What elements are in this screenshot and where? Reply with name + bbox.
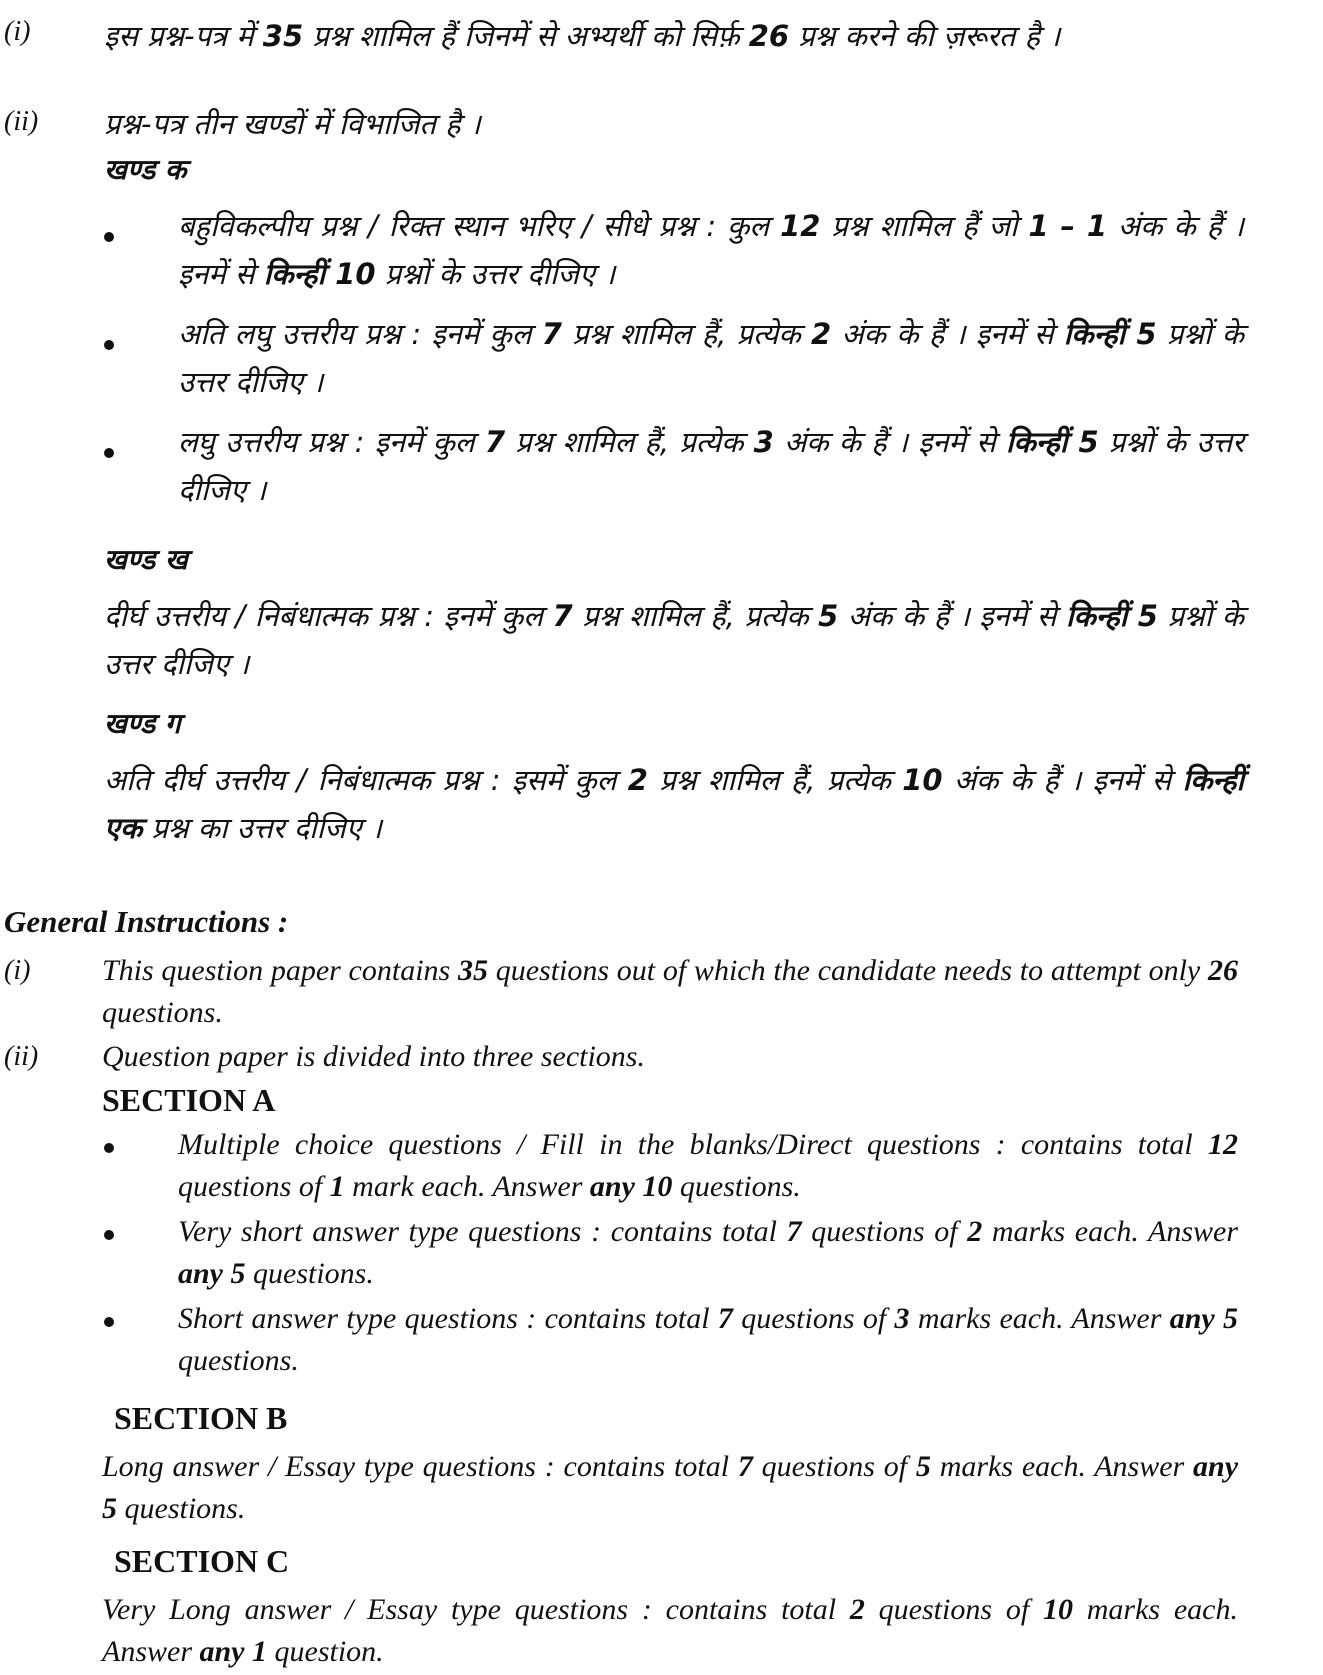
hindi-item-number: (i): [4, 16, 31, 47]
hindi-section-a-heading: खण्ड क: [104, 153, 187, 186]
english-item-number: (ii): [4, 1041, 39, 1072]
english-section-c-heading: SECTION C: [114, 1543, 290, 1579]
bullet-icon: [104, 1143, 114, 1153]
hindi-section-a-bullet-2: अति लघु उत्तरीय प्रश्न : इनमें कुल 7 प्रश्न शामिल हैं, प्रत्येक 2 अंक के हैं । इनमें से किन्हीं 5 प्रश्नों के उत्तर दीजिए ।: [178, 317, 1244, 399]
english-item-number: (i): [4, 955, 31, 986]
hindi-section-c-heading: खण्ड ग: [104, 707, 181, 740]
hindi-instruction-i: इस प्रश्न-पत्र में 35 प्रश्न शामिल हैं जिनमें से अभ्यर्थी को सिर्फ़ 26 प्रश्न करने की ज़रूरत है ।: [104, 19, 1061, 53]
bullet-icon: [104, 232, 114, 242]
english-section-b-text: Long answer / Essay type questions : contains total 7 questions of 5 marks each. Answer any 5 questions.: [102, 1450, 1239, 1525]
english-section-a-bullet-3: Short answer type questions : contains total 7 questions of 3 marks each. Answer any 5 questions.: [178, 1302, 1239, 1377]
bullet-icon: [104, 448, 114, 458]
english-instruction-i: This question paper contains 35 questions out of which the candidate needs to attempt only 26 questions.: [102, 954, 1238, 1029]
general-instructions-title: General Instructions :: [4, 904, 289, 939]
english-section-a-heading: SECTION A: [102, 1082, 276, 1118]
bullet-icon: [104, 340, 114, 350]
bullet-icon: [104, 1317, 114, 1327]
hindi-section-c-text: अति दीर्घ उत्तरीय / निबंधात्मक प्रश्न : इसमें कुल 2 प्रश्न शामिल हैं, प्रत्येक 10 अंक के हैं । इनमें से किन्हीं एक प्रश्न का उत्तर दीजिए ।: [104, 763, 1244, 845]
english-instruction-ii: Question paper is divided into three sections.: [102, 1040, 645, 1073]
english-section-a-bullet-2: Very short answer type questions : contains total 7 questions of 2 marks each. Answer any 5 questions.: [178, 1215, 1239, 1290]
hindi-section-a-bullet-3: लघु उत्तरीय प्रश्न : इनमें कुल 7 प्रश्न शामिल हैं, प्रत्येक 3 अंक के हैं । इनमें से किन्हीं 5 प्रश्नों के उत्तर दीजिए ।: [178, 425, 1245, 507]
english-section-b-heading: SECTION B: [114, 1400, 288, 1436]
hindi-section-a-bullet-1: बहुविकल्पीय प्रश्न / रिक्त स्थान भरिए / सीधे प्रश्न : कुल 12 प्रश्न शामिल हैं जो 1 – 1 अंक के हैं । इनमें से किन्हीं 10 प्रश्नों के उत्तर दीजिए ।: [178, 209, 1244, 291]
hindi-item-number: (ii): [4, 106, 39, 137]
english-section-a-bullet-1: Multiple choice questions / Fill in the blanks/Direct questions : contains total 12 questions of 1 mark each. Answer any 10 questions.: [178, 1128, 1238, 1203]
hindi-instruction-ii: प्रश्न-पत्र तीन खण्डों में विभाजित है ।: [104, 107, 481, 141]
bullet-icon: [104, 1230, 114, 1240]
english-section-c-text: Very Long answer / Essay type questions : contains total 2 questions of 10 marks each. Answer any 1 question.: [102, 1593, 1239, 1668]
hindi-section-b-heading: खण्ड ख: [104, 543, 188, 576]
hindi-section-b-text: दीर्घ उत्तरीय / निबंधात्मक प्रश्न : इनमें कुल 7 प्रश्न शामिल हैं, प्रत्येक 5 अंक के हैं । इनमें से किन्हीं 5 प्रश्नों के उत्तर दीजिए ।: [104, 599, 1244, 681]
